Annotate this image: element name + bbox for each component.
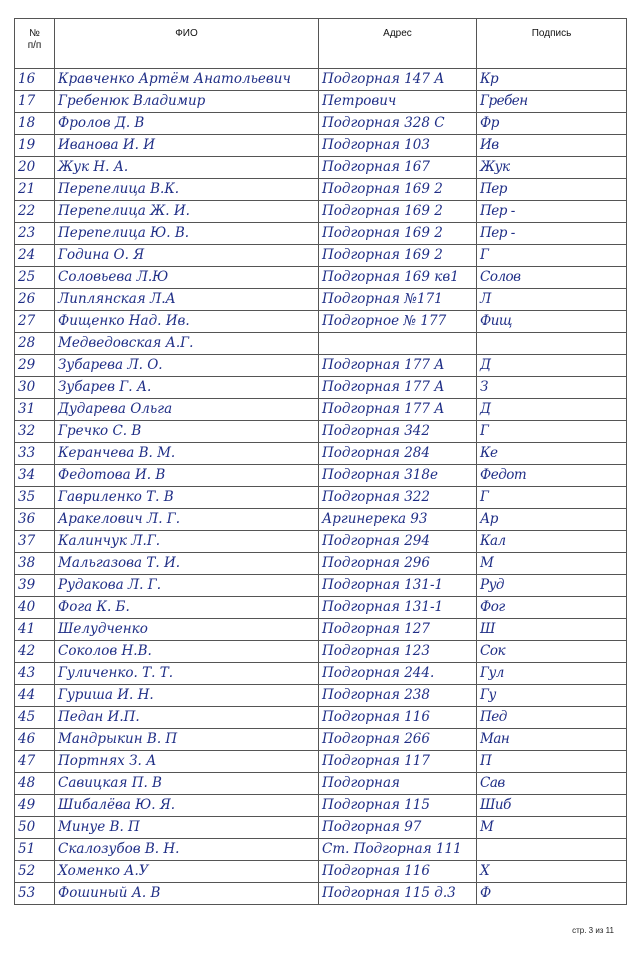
row-number: 27 <box>15 311 55 333</box>
row-fio: Рудакова Л. Г. <box>55 575 319 597</box>
table-row <box>15 355 627 377</box>
row-number: 36 <box>15 509 55 531</box>
row-fio: Година О. Я <box>55 245 319 267</box>
row-address: Подгорная 169 кв1 <box>319 267 477 289</box>
row-number: 45 <box>15 707 55 729</box>
table-row <box>15 663 627 685</box>
row-fio: Фролов Д. В <box>55 113 319 135</box>
signatures-table <box>14 18 627 905</box>
row-fio: Дударева Ольга <box>55 399 319 421</box>
table-row <box>15 201 627 223</box>
row-signature: Х <box>477 861 627 883</box>
row-fio: Аракелович Л. Г. <box>55 509 319 531</box>
row-address: Подгорная 169 2 <box>319 245 477 267</box>
row-fio: Минуе В. П <box>55 817 319 839</box>
row-signature: Фищ <box>477 311 627 333</box>
table-row <box>15 641 627 663</box>
row-signature: З <box>477 377 627 399</box>
row-signature: Г <box>477 487 627 509</box>
row-signature: Ф <box>477 883 627 905</box>
row-fio: Федотова И. В <box>55 465 319 487</box>
row-address: Подгорная 266 <box>319 729 477 751</box>
table-row <box>15 91 627 113</box>
row-number: 50 <box>15 817 55 839</box>
row-signature: Федот <box>477 465 627 487</box>
row-address: Петрович <box>319 91 477 113</box>
row-signature: Кр <box>477 69 627 91</box>
row-number: 41 <box>15 619 55 641</box>
row-number: 25 <box>15 267 55 289</box>
table-row <box>15 751 627 773</box>
row-address: Подгорная 322 <box>319 487 477 509</box>
row-address: Подгорная <box>319 773 477 795</box>
row-number: 48 <box>15 773 55 795</box>
row-number: 30 <box>15 377 55 399</box>
row-signature: Гул <box>477 663 627 685</box>
row-number: 29 <box>15 355 55 377</box>
row-fio: Портнях З. А <box>55 751 319 773</box>
row-signature <box>477 839 627 861</box>
signature-sheet <box>14 18 626 905</box>
row-address: Подгорная 328 С <box>319 113 477 135</box>
row-number: 33 <box>15 443 55 465</box>
row-number: 28 <box>15 333 55 355</box>
row-address: Подгорная 284 <box>319 443 477 465</box>
row-fio: Мандрыкин В. П <box>55 729 319 751</box>
row-signature: Г <box>477 421 627 443</box>
table-row <box>15 773 627 795</box>
row-fio: Педан И.П. <box>55 707 319 729</box>
row-signature: М <box>477 553 627 575</box>
table-row <box>15 619 627 641</box>
row-number: 53 <box>15 883 55 905</box>
row-signature: Д <box>477 399 627 421</box>
row-fio: Скалозубов В. Н. <box>55 839 319 861</box>
row-fio: Кравченко Артём Анатольевич <box>55 69 319 91</box>
row-fio: Шелудченко <box>55 619 319 641</box>
row-fio: Шибалёва Ю. Я. <box>55 795 319 817</box>
row-signature: Ш <box>477 619 627 641</box>
row-address: Подгорная 115 <box>319 795 477 817</box>
row-address: Подгорная 244. <box>319 663 477 685</box>
table-row <box>15 465 627 487</box>
table-row <box>15 69 627 91</box>
row-fio: Перепелица Ю. В. <box>55 223 319 245</box>
row-fio: Гавриленко Т. В <box>55 487 319 509</box>
row-signature: Кал <box>477 531 627 553</box>
row-address: Подгорная 127 <box>319 619 477 641</box>
row-fio: Фога К. Б. <box>55 597 319 619</box>
row-signature: Фр <box>477 113 627 135</box>
row-number: 22 <box>15 201 55 223</box>
row-number: 18 <box>15 113 55 135</box>
row-number: 43 <box>15 663 55 685</box>
table-row <box>15 333 627 355</box>
header-signature: Подпись <box>477 19 627 69</box>
row-number: 39 <box>15 575 55 597</box>
table-row <box>15 685 627 707</box>
row-address: Подгорная 131-1 <box>319 597 477 619</box>
table-row <box>15 553 627 575</box>
row-address: Подгорная 296 <box>319 553 477 575</box>
row-address: Подгорная 294 <box>319 531 477 553</box>
table-row <box>15 267 627 289</box>
row-number: 31 <box>15 399 55 421</box>
table-body <box>15 69 627 905</box>
header-address: Адрес <box>319 19 477 69</box>
row-signature: Гу <box>477 685 627 707</box>
row-signature: Сок <box>477 641 627 663</box>
row-address: Подгорная 169 2 <box>319 201 477 223</box>
row-number: 32 <box>15 421 55 443</box>
row-fio: Фищенко Над. Ив. <box>55 311 319 333</box>
row-signature: Г <box>477 245 627 267</box>
table-row <box>15 839 627 861</box>
table-row <box>15 289 627 311</box>
row-number: 51 <box>15 839 55 861</box>
row-fio: Калинчук Л.Г. <box>55 531 319 553</box>
row-signature: Пер - <box>477 223 627 245</box>
row-number: 38 <box>15 553 55 575</box>
page-number: стр. 3 из 11 <box>572 926 614 935</box>
row-number: 35 <box>15 487 55 509</box>
row-signature: Фог <box>477 597 627 619</box>
table-row <box>15 135 627 157</box>
table-row <box>15 509 627 531</box>
row-signature: Сав <box>477 773 627 795</box>
row-signature: Д <box>477 355 627 377</box>
row-address: Подгорная 169 2 <box>319 223 477 245</box>
row-address: Подгорная 131-1 <box>319 575 477 597</box>
row-fio: Гуриша И. Н. <box>55 685 319 707</box>
row-fio: Зубарев Г. А. <box>55 377 319 399</box>
row-fio: Соколов Н.В. <box>55 641 319 663</box>
table-row <box>15 707 627 729</box>
row-address: Подгорная 117 <box>319 751 477 773</box>
table-row <box>15 157 627 179</box>
table-row <box>15 487 627 509</box>
row-address: Подгорная 238 <box>319 685 477 707</box>
row-number: 17 <box>15 91 55 113</box>
row-fio: Гречко С. В <box>55 421 319 443</box>
header-num-label: № <box>29 28 40 39</box>
row-fio: Перепелица В.К. <box>55 179 319 201</box>
table-row <box>15 421 627 443</box>
table-row <box>15 113 627 135</box>
row-address: Подгорная №171 <box>319 289 477 311</box>
row-number: 21 <box>15 179 55 201</box>
row-address: Подгорное № 177 <box>319 311 477 333</box>
row-number: 26 <box>15 289 55 311</box>
row-signature: Ке <box>477 443 627 465</box>
row-fio: Соловьева Л.Ю <box>55 267 319 289</box>
row-address: Подгорная 123 <box>319 641 477 663</box>
row-signature: Шиб <box>477 795 627 817</box>
row-number: 47 <box>15 751 55 773</box>
row-address: Подгорная 97 <box>319 817 477 839</box>
row-fio: Иванова И. И <box>55 135 319 157</box>
table-header <box>15 19 627 69</box>
row-number: 46 <box>15 729 55 751</box>
row-fio: Гуличенко. Т. Т. <box>55 663 319 685</box>
row-fio: Зубарева Л. О. <box>55 355 319 377</box>
header-row <box>15 19 627 69</box>
row-number: 49 <box>15 795 55 817</box>
row-address: Подгорная 177 А <box>319 355 477 377</box>
row-signature: Ман <box>477 729 627 751</box>
header-num <box>15 19 55 69</box>
row-address: Подгорная 169 2 <box>319 179 477 201</box>
row-fio: Керанчева В. М. <box>55 443 319 465</box>
row-number: 44 <box>15 685 55 707</box>
table-row <box>15 399 627 421</box>
row-address: Подгорная 103 <box>319 135 477 157</box>
row-number: 40 <box>15 597 55 619</box>
row-number: 52 <box>15 861 55 883</box>
table-row <box>15 817 627 839</box>
table-row <box>15 443 627 465</box>
row-signature: Жук <box>477 157 627 179</box>
row-address: Подгорная 116 <box>319 861 477 883</box>
row-signature: Руд <box>477 575 627 597</box>
row-signature: Л <box>477 289 627 311</box>
row-fio: Фошиный А. В <box>55 883 319 905</box>
row-signature: Ар <box>477 509 627 531</box>
table-row <box>15 377 627 399</box>
header-fio: ФИО <box>55 19 319 69</box>
table-row <box>15 311 627 333</box>
row-number: 24 <box>15 245 55 267</box>
table-row <box>15 883 627 905</box>
row-signature: Солов <box>477 267 627 289</box>
row-signature <box>477 333 627 355</box>
table-row <box>15 729 627 751</box>
row-fio: Липлянская Л.А <box>55 289 319 311</box>
row-number: 23 <box>15 223 55 245</box>
row-number: 42 <box>15 641 55 663</box>
row-fio: Жук Н. А. <box>55 157 319 179</box>
row-signature: Пер <box>477 179 627 201</box>
row-address: Подгорная 147 А <box>319 69 477 91</box>
row-fio: Гребенюк Владимир <box>55 91 319 113</box>
table-row <box>15 795 627 817</box>
row-signature: П <box>477 751 627 773</box>
row-address: Подгорная 342 <box>319 421 477 443</box>
row-address: Подгорная 116 <box>319 707 477 729</box>
header-num-sub: п/п <box>27 40 42 51</box>
row-number: 19 <box>15 135 55 157</box>
table-row <box>15 597 627 619</box>
row-address: Ст. Подгорная 111 <box>319 839 477 861</box>
row-address: Подгорная 115 д.3 <box>319 883 477 905</box>
row-signature: Гребен <box>477 91 627 113</box>
row-number: 34 <box>15 465 55 487</box>
row-address: Подгорная 318е <box>319 465 477 487</box>
row-fio: Савицкая П. В <box>55 773 319 795</box>
row-address <box>319 333 477 355</box>
row-fio: Хоменко А.У <box>55 861 319 883</box>
row-signature: М <box>477 817 627 839</box>
row-address: Подгорная 177 А <box>319 377 477 399</box>
row-address: Аргинерека 93 <box>319 509 477 531</box>
table-row <box>15 531 627 553</box>
table-row <box>15 861 627 883</box>
table-row <box>15 575 627 597</box>
table-row <box>15 179 627 201</box>
row-fio: Мальгазова Т. И. <box>55 553 319 575</box>
row-signature: Ив <box>477 135 627 157</box>
row-number: 16 <box>15 69 55 91</box>
row-number: 20 <box>15 157 55 179</box>
row-address: Подгорная 177 А <box>319 399 477 421</box>
row-number: 37 <box>15 531 55 553</box>
table-row <box>15 245 627 267</box>
row-signature: Пер - <box>477 201 627 223</box>
table-row <box>15 223 627 245</box>
row-fio: Перепелица Ж. И. <box>55 201 319 223</box>
row-signature: Пед <box>477 707 627 729</box>
row-fio: Медведовская А.Г. <box>55 333 319 355</box>
row-address: Подгорная 167 <box>319 157 477 179</box>
